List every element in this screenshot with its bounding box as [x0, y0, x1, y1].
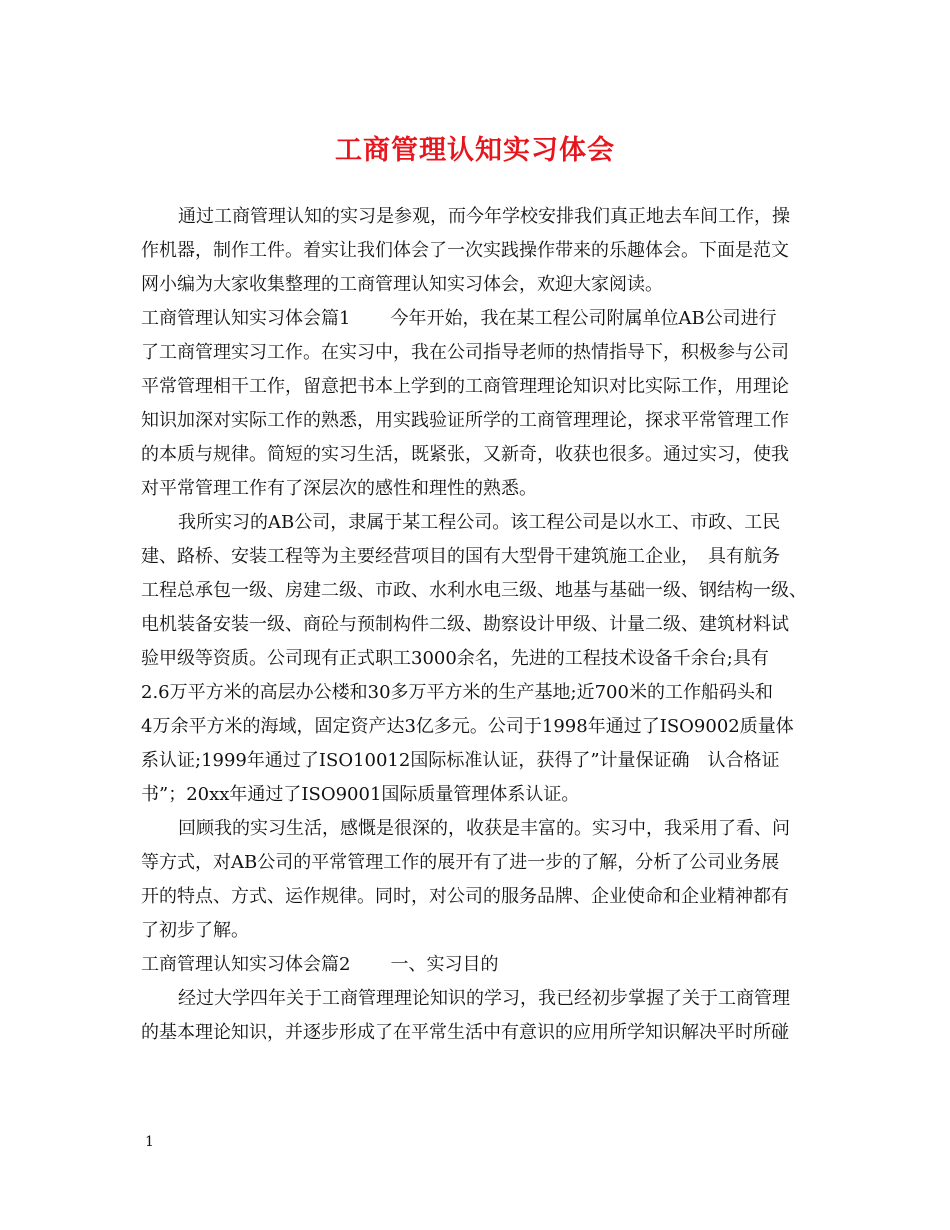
section-heading-line	[141, 302, 811, 336]
paragraph-line: 4万余平方米的海域，固定资产达3亿多元。公司于1998年通过了ISO9002质量体	[141, 716, 794, 737]
paragraph-line: 工程总承包一级、房建二级、市政、水利水电三级、地基与基础一级、钢结构一级、	[141, 580, 807, 601]
document-title: 工商管理认知实习体会	[335, 135, 615, 166]
paragraph-line: 开的特点、方式、运作规律。同时，对公司的服务品牌、企业使命和企业精神都有	[141, 886, 789, 907]
paragraph-line: 对平常管理工作有了深层次的感性和理性的熟悉。	[141, 478, 537, 499]
document-body	[141, 200, 811, 1050]
paragraph-text: 今年开始，我在某工程公司附属单位AB公司进行	[390, 308, 777, 329]
paragraph-line: 的本质与规律。简短的实习生活，既紧张，又新奇，收获也很多。通过实习，使我	[141, 444, 789, 465]
paragraph-line: 我所实习的AB公司，隶属于某工程公司。该工程公司是以水工、市政、工民	[178, 512, 781, 533]
paragraph-line: 的基本理论知识，并逐步形成了在平常生活中有意识的应用所学知识解决平时所碰	[141, 1022, 789, 1043]
paragraph-line: 验甲级等资质。公司现有正式职工3000余名，先进的工程技术设备千余台;具有	[141, 648, 769, 669]
paragraph-line: 网小编为大家收集整理的工商管理认知实习体会，欢迎大家阅读。	[141, 274, 663, 295]
paragraph-line: 系认证;1999年通过了ISO10012国际标准认证，获得了”计量保证确 认合格证	[141, 750, 780, 771]
section-heading: 工商管理认知实习体会篇1	[141, 308, 351, 329]
section-heading: 工商管理认知实习体会篇2	[141, 954, 351, 975]
section-heading-line	[141, 948, 811, 982]
paragraph-line: 作机器，制作工件。着实让我们体会了一次实践操作带来的乐趣体会。下面是范文	[141, 240, 789, 261]
paragraph-line: 电机装备安装一级、商砼与预制构件二级、勘察设计甲级、计量二级、建筑材料试	[141, 614, 789, 635]
paragraph-line: 建、路桥、安装工程等为主要经营项目的国有大型骨干建筑施工企业， 具有航务	[141, 546, 780, 567]
paragraph-line: 回顾我的实习生活，感慨是很深的，收获是丰富的。实习中，我采用了看、问	[178, 818, 790, 839]
paragraph-line: 等方式，对AB公司的平常管理工作的展开有了进一步的了解，分析了公司业务展	[141, 852, 780, 873]
paragraph-line: 2.6万平方米的高层办公楼和30多万平方米的生产基地;近700米的工作船码头和	[141, 682, 773, 703]
paragraph-line: 通过工商管理认知的实习是参观，而今年学校安排我们真正地去车间工作，操	[178, 206, 790, 227]
paragraph-line: 经过大学四年关于工商管理理论知识的学习，我已经初步掌握了关于工商管理	[178, 988, 790, 1009]
page-number: 1	[145, 1134, 154, 1150]
paragraph-line: 平常管理相干工作，留意把书本上学到的工商管理理论知识对比实际工作，用理论	[141, 376, 789, 397]
paragraph-line: 知识加深对实际工作的熟悉，用实践验证所学的工商管理理论，探求平常管理工作	[141, 410, 789, 431]
subsection-heading: 一、实习目的	[390, 954, 499, 975]
paragraph-line: 书”；20xx年通过了ISO9001国际质量管理体系认证。	[141, 784, 580, 805]
paragraph-line: 了工商管理实习工作。在实习中，我在公司指导老师的热情指导下，积极参与公司	[141, 342, 789, 363]
paragraph-line: 了初步了解。	[141, 920, 249, 941]
